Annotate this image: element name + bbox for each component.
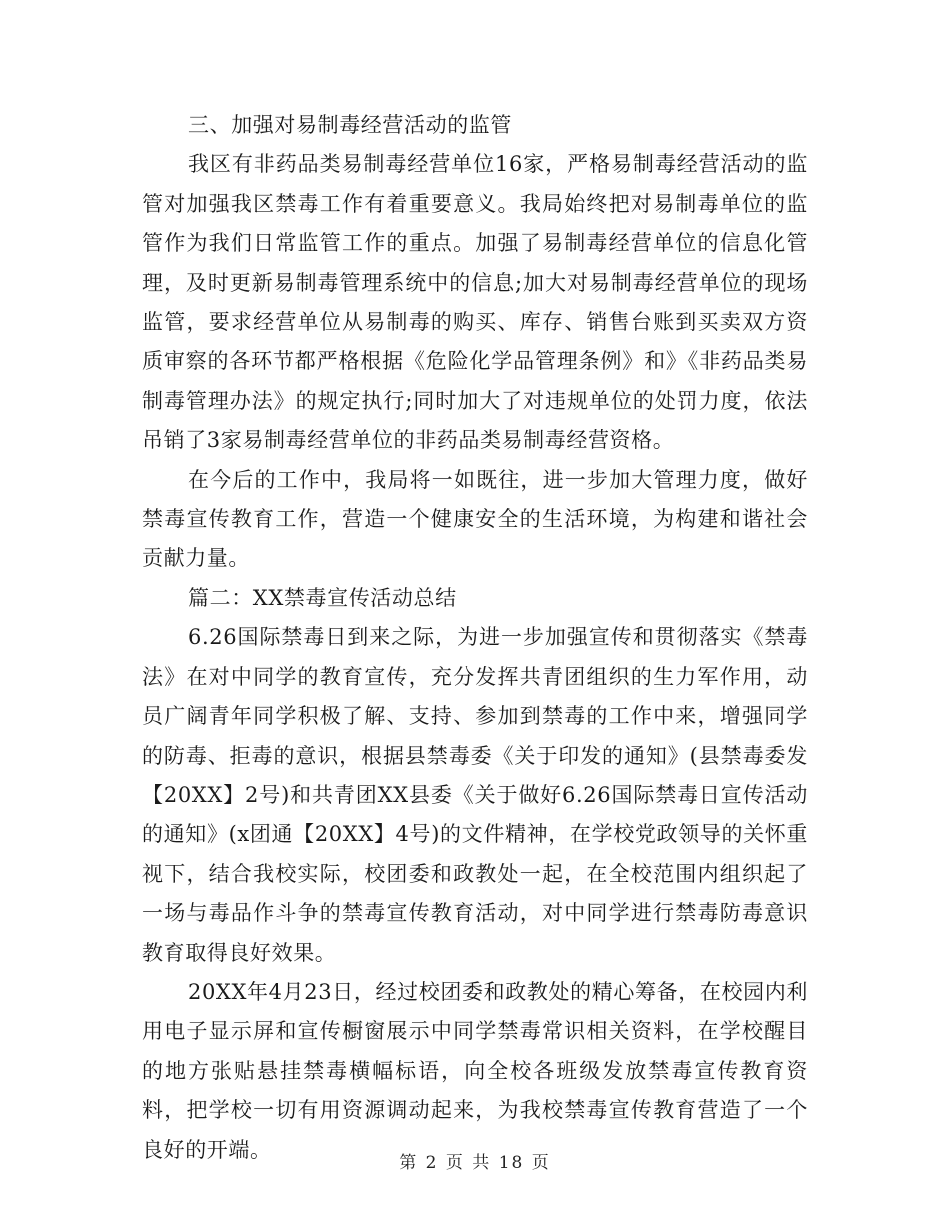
page-number-footer: 第 2 页 共 18 页 <box>399 1153 551 1173</box>
section-heading-3: 三、加强对易制毒经营活动的监管 <box>188 113 512 137</box>
section-heading-part-2: 篇二：XX禁毒宣传活动总结 <box>188 585 457 610</box>
document-body <box>142 106 808 1170</box>
paragraph-campaign-activities: 20XX年4月23日，经过校团委和政教处的精心筹备，在校园内利用电子显示屏和宣传橱窗展示中同学禁毒常识相关资料，在学校醒目的地方张贴悬挂禁毒横幅标语，向全校各班级发放禁毒宣传教育资料，把学校一切有用资源调动起来，为我校禁毒宣传教育营造了一个良好的开端。 <box>142 979 808 1162</box>
paragraph-campaign-intro: 6.26国际禁毒日到来之际，为进一步加强宣传和贯彻落实《禁毒法》在对中同学的教育宣传，充分发挥共青团组织的生力军作用，动员广阔青年同学积极了解、支持、参加到禁毒的工作中来，增强同学的防毒、拒毒的意识，根据县禁毒委《关于印发的通知》(县禁毒委发【20XX】2号)和共青团XX县委《关于做好6.26国际禁毒日宣传活动的通知》(x团通【20XX】4号)的文件精神，在学校党政领导的关怀重视下，结合我校实际，校团委和政教处一起，在全校范围内组织起了一场与毒品作斗争的禁毒宣传教育活动，对中同学进行禁毒防毒意识教育取得良好效果。 <box>142 625 808 965</box>
paragraph-future-work: 在今后的工作中，我局将一如既往，进一步加大管理力度，做好禁毒宣传教育工作，营造一个健康安全的生活环境，为构建和谐社会贡献力量。 <box>142 467 808 571</box>
paragraph-precursor-supervision: 我区有非药品类易制毒经营单位16家，严格易制毒经营活动的监管对加强我区禁毒工作有着重要意义。我局始终把对易制毒单位的监管作为我们日常监管工作的重点。加强了易制毒经营单位的信息化管理，及时更新易制毒管理系统中的信息;加大对易制毒经营单位的现场监管，要求经营单位从易制毒的购买、库存、销售台账到买卖双方资质审察的各环节都严格根据《危险化学品管理条例》和》《非药品类易制毒管理办法》的规定执行;同时加大了对违规单位的处罚力度，依法吊销了3家易制毒经营单位的非药品类易制毒经营资格。 <box>142 152 808 453</box>
